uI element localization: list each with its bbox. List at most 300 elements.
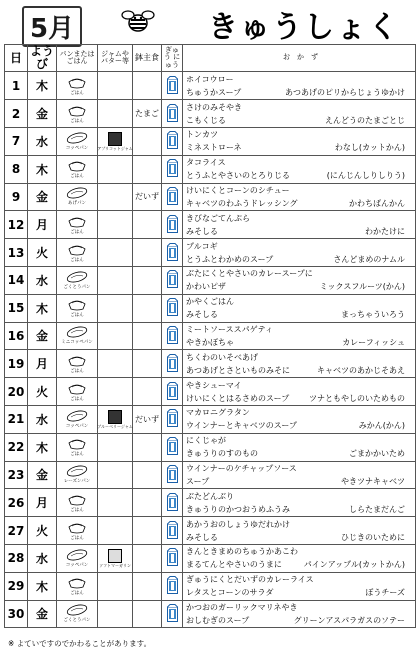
dish-line [186, 558, 415, 571]
dish-extra: えんどうのたまごとじ [325, 115, 405, 125]
col-dish: お か ず [183, 45, 416, 72]
dish-extra: わなし(カットかん) [334, 143, 405, 153]
jam-icon [108, 410, 122, 424]
milk-carton-icon [167, 87, 178, 96]
milk-carton-icon [167, 170, 178, 179]
staple-label: ごはん [70, 591, 84, 597]
dish-cell [183, 239, 416, 267]
dow-cell: 水 [28, 405, 57, 433]
jam-cell [98, 100, 133, 128]
milk-carton-icon [167, 281, 178, 290]
dish-main: やきかぼちゃ [186, 337, 234, 347]
jam-cell [98, 544, 133, 572]
dish-line [186, 614, 415, 627]
dish-line [186, 308, 415, 321]
dish-line [186, 419, 415, 432]
jam-cell [98, 350, 133, 378]
dish-extra [405, 240, 415, 253]
rice-icon [68, 159, 86, 174]
side-cell [133, 378, 162, 406]
side-cell: だいず [133, 405, 162, 433]
rice-icon [68, 76, 86, 91]
staple-cell [57, 378, 98, 406]
staple-cell [57, 350, 98, 378]
table-row [5, 489, 416, 517]
staple-label: ミニコッペパン [61, 340, 93, 346]
dish-main: トンカツ [186, 130, 218, 140]
day-cell: 21 [5, 405, 28, 433]
jam-cell [98, 266, 133, 294]
staple-label: コッペパン [65, 145, 89, 151]
jam-icon [108, 549, 122, 563]
dish-extra [405, 573, 415, 586]
dish-cell [183, 572, 416, 600]
dow-cell: 月 [28, 489, 57, 517]
rice-icon [68, 437, 86, 452]
day-cell: 14 [5, 266, 28, 294]
table-row [5, 239, 416, 267]
milk-carton-icon [167, 420, 178, 429]
dish-cell [183, 322, 416, 350]
milk-cell [162, 433, 183, 461]
dish-main: かやくごはん [186, 297, 234, 307]
side-cell [133, 544, 162, 572]
side-cell [133, 239, 162, 267]
dish-main: きびなごてんぷら [186, 213, 250, 223]
staple-cell [57, 127, 98, 155]
col-jam: ジャムや バター等 [98, 45, 133, 72]
milk-cell [162, 266, 183, 294]
dish-extra: ひじきのいために [341, 532, 405, 542]
col-staple: パンまたは ごはん [57, 45, 98, 72]
rice-icon [68, 382, 86, 397]
jam-cell [98, 405, 133, 433]
dish-line [186, 212, 415, 225]
dow-cell: 水 [28, 127, 57, 155]
dish-main: ウインナーのケチャップソース [186, 463, 297, 473]
table-header-row [5, 45, 416, 72]
milk-carton-icon [167, 226, 178, 235]
dish-main: かつおのガーリックマリネやき [186, 602, 298, 612]
dish-main: とうふとやさいのとろりじる [186, 171, 290, 181]
day-cell: 16 [5, 322, 28, 350]
jam-cell [98, 72, 133, 100]
staple-label: ごはん [70, 313, 84, 319]
dish-line [186, 128, 415, 141]
milk-carton-icon [167, 532, 178, 541]
dish-extra [405, 545, 415, 558]
staple-cell [57, 322, 98, 350]
dish-extra [405, 267, 415, 280]
dish-main: きゅうりのかつおうめふうみ [186, 504, 290, 514]
staple-label: ごくとうパン [63, 618, 91, 624]
dish-main: プルコギ [186, 241, 218, 251]
dish-extra: みかん(かん) [358, 421, 405, 431]
staple-cell [57, 294, 98, 322]
col-day: 日 [5, 45, 28, 72]
milk-cell [162, 211, 183, 239]
dish-cell [183, 378, 416, 406]
dish-cell [183, 489, 416, 517]
milk-cell [162, 461, 183, 489]
side-cell [133, 127, 162, 155]
milk-carton-icon [167, 587, 178, 596]
dish-main: ちゅうかスープ [186, 87, 242, 97]
dish-extra: まっちゃういろう [341, 310, 405, 320]
dow-cell: 金 [28, 461, 57, 489]
dish-extra [405, 406, 415, 419]
milk-carton-icon [167, 448, 178, 457]
dow-cell: 木 [28, 572, 57, 600]
dow-cell: 火 [28, 378, 57, 406]
dish-line [186, 475, 415, 488]
table-row [5, 378, 416, 406]
dish-cell [183, 72, 416, 100]
dish-main: きんときまめのちゅうかあこわ [186, 547, 298, 557]
dish-extra [405, 323, 415, 336]
day-cell: 12 [5, 211, 28, 239]
day-cell: 19 [5, 350, 28, 378]
dow-cell: 金 [28, 322, 57, 350]
dish-main: かわいピザ [186, 282, 226, 292]
dish-main: マカロニグラタン [186, 408, 250, 418]
staple-cell [57, 572, 98, 600]
dish-main: けいにくとはるさめのスープ [186, 393, 290, 403]
milk-cell [162, 100, 183, 128]
dish-extra: キャベツのあかじそあえ [317, 365, 405, 375]
day-cell: 9 [5, 183, 28, 211]
footer-note: ※ よていですのでかわることがあります。 [8, 639, 152, 648]
side-cell [133, 155, 162, 183]
table-row [5, 322, 416, 350]
day-cell: 28 [5, 544, 28, 572]
dish-main: ホイコウロー [186, 74, 234, 84]
staple-label: ごはん [70, 507, 84, 513]
milk-cell [162, 405, 183, 433]
staple-cell [57, 266, 98, 294]
milk-carton-icon [167, 198, 178, 207]
dish-line [186, 114, 415, 127]
header [0, 0, 420, 44]
dow-cell: 木 [28, 433, 57, 461]
staple-label: ごはん [70, 452, 84, 458]
milk-carton-icon [167, 142, 178, 151]
bread-icon [66, 326, 88, 340]
side-cell [133, 72, 162, 100]
table-row [5, 266, 416, 294]
dish-line [186, 447, 415, 460]
staple-label: コッペパン [65, 562, 89, 568]
staple-label: あげパン [68, 201, 86, 207]
dish-extra [405, 101, 415, 114]
dish-main: みそしる [186, 226, 218, 236]
dish-line [186, 364, 415, 377]
dish-line [186, 462, 415, 475]
dish-line [186, 225, 415, 238]
dish-line [186, 280, 415, 293]
bread-icon [66, 549, 88, 563]
staple-cell [57, 461, 98, 489]
dish-line [186, 253, 415, 266]
day-cell: 15 [5, 294, 28, 322]
jam-cell [98, 183, 133, 211]
milk-cell [162, 544, 183, 572]
dish-extra: ツナともやしのいためもの [309, 393, 405, 403]
dish-extra: (にんじんしりしりう) [326, 171, 405, 181]
dish-line [186, 73, 415, 86]
table-row [5, 544, 416, 572]
dow-cell: 火 [28, 517, 57, 545]
dish-line [186, 169, 415, 182]
dish-extra: かわちばんかん [349, 198, 405, 208]
jam-cell [98, 155, 133, 183]
dish-cell [183, 544, 416, 572]
dish-extra [405, 295, 415, 308]
day-cell: 27 [5, 517, 28, 545]
dish-line [186, 336, 415, 349]
rice-icon [68, 104, 86, 119]
rice-icon [68, 576, 86, 591]
jam-cell [98, 294, 133, 322]
staple-cell [57, 517, 98, 545]
dish-extra [405, 184, 415, 197]
dish-main: スープ [186, 476, 210, 486]
col-side: 鉢主食 [133, 45, 162, 72]
dish-extra: しらたまだんご [349, 504, 405, 514]
dish-line [186, 141, 415, 154]
dish-main: ウインナーとキャベツのスープ [186, 421, 297, 431]
dish-line [186, 518, 415, 531]
day-cell: 23 [5, 461, 28, 489]
month-label: 5月 [22, 6, 82, 47]
dish-cell [183, 155, 416, 183]
dish-line [186, 434, 415, 447]
dow-cell: 火 [28, 239, 57, 267]
day-cell: 22 [5, 433, 28, 461]
bread-icon [66, 271, 88, 285]
dish-line [186, 392, 415, 405]
staple-label: ごはん [70, 229, 84, 235]
dish-main: やきシューマイ [186, 380, 242, 390]
jam-cell [98, 572, 133, 600]
dow-cell: 木 [28, 294, 57, 322]
jam-cell [98, 517, 133, 545]
bread-icon [66, 604, 88, 618]
dish-main: タコライス [186, 158, 226, 168]
staple-label: ごはん [70, 396, 84, 402]
staple-cell [57, 100, 98, 128]
dish-extra [405, 212, 415, 225]
col-dow: ようび [28, 45, 57, 72]
table-row [5, 600, 416, 628]
dish-line [186, 379, 415, 392]
col-milk: ぎゅう にゅう [162, 45, 183, 72]
jam-cell [98, 127, 133, 155]
bread-icon [66, 465, 88, 479]
dish-main: けいにくとコーンのシチュー [186, 185, 290, 195]
jam-cell [98, 600, 133, 628]
bread-icon [66, 187, 88, 201]
dish-cell [183, 266, 416, 294]
dish-cell [183, 127, 416, 155]
dow-cell: 木 [28, 155, 57, 183]
staple-cell [57, 433, 98, 461]
staple-cell [57, 72, 98, 100]
side-cell [133, 211, 162, 239]
staple-label: レーズンパン [63, 479, 91, 485]
bread-icon [66, 410, 88, 424]
rice-icon [68, 243, 86, 258]
dish-main: ぎゅうにくとだいずのカレーライス [186, 575, 314, 585]
dow-cell: 水 [28, 544, 57, 572]
dish-line [186, 601, 415, 614]
dish-cell [183, 294, 416, 322]
rice-icon [68, 493, 86, 508]
dish-line [186, 351, 415, 364]
jam-cell [98, 239, 133, 267]
jam-cell [98, 322, 133, 350]
dish-line [186, 156, 415, 169]
table-row [5, 433, 416, 461]
milk-cell [162, 517, 183, 545]
table-row [5, 211, 416, 239]
milk-carton-icon [167, 476, 178, 485]
dish-main: さけのみそやき [186, 102, 242, 112]
milk-carton-icon [167, 365, 178, 374]
side-cell [133, 322, 162, 350]
staple-label: ごはん [70, 174, 84, 180]
milk-carton-icon [167, 309, 178, 318]
rice-icon [68, 298, 86, 313]
dish-cell [183, 600, 416, 628]
dish-line [186, 545, 415, 558]
dish-main: ミネストローネ [186, 143, 242, 153]
dish-main: とうふとわかめのスープ [186, 254, 274, 264]
dish-extra [405, 462, 415, 475]
dish-main: きゅうりのすのもの [186, 449, 258, 459]
dish-extra [405, 601, 415, 614]
dish-main: みそしる [186, 310, 218, 320]
dish-line [186, 531, 415, 544]
day-cell: 26 [5, 489, 28, 517]
staple-cell [57, 489, 98, 517]
staple-label: ごくとうパン [63, 284, 91, 290]
dish-cell [183, 405, 416, 433]
dish-main: こもくじる [186, 115, 226, 125]
dish-line [186, 295, 415, 308]
day-cell: 8 [5, 155, 28, 183]
milk-carton-icon [167, 393, 178, 402]
dow-cell: 木 [28, 72, 57, 100]
dish-main: にくじゃが [186, 436, 226, 446]
dish-main: あかうおのしょうゆだれかけ [186, 519, 290, 529]
milk-cell [162, 183, 183, 211]
dish-main: おしむぎのスープ [186, 615, 250, 625]
dish-extra: パインアップル(カットかん) [303, 560, 405, 570]
jam-cell [98, 378, 133, 406]
dish-line [186, 323, 415, 336]
table-row [5, 100, 416, 128]
dish-line [186, 184, 415, 197]
dish-extra [405, 128, 415, 141]
side-cell [133, 350, 162, 378]
table-row [5, 350, 416, 378]
dish-cell [183, 183, 416, 211]
dish-line [186, 240, 415, 253]
dish-extra [405, 351, 415, 364]
dish-extra: カレーフィッシュ [342, 337, 405, 347]
milk-cell [162, 127, 183, 155]
dish-line [186, 86, 415, 99]
milk-carton-icon [167, 115, 178, 124]
dish-line [186, 406, 415, 419]
dow-cell: 金 [28, 183, 57, 211]
day-cell: 30 [5, 600, 28, 628]
dish-line [186, 197, 415, 210]
jam-cell [98, 489, 133, 517]
jam-label: ソフトマーガリン [99, 562, 131, 568]
milk-cell [162, 600, 183, 628]
dow-cell: 月 [28, 350, 57, 378]
dish-extra [405, 434, 415, 447]
milk-cell [162, 572, 183, 600]
bee-icon [120, 8, 156, 36]
menu-table [4, 44, 416, 628]
dish-extra: ごまかかいため [349, 449, 405, 459]
staple-cell [57, 183, 98, 211]
milk-cell [162, 322, 183, 350]
dish-extra [405, 156, 415, 169]
jam-label: ブルーベリージャム [97, 423, 133, 429]
staple-cell [57, 155, 98, 183]
dish-line [186, 267, 415, 280]
dish-main: ミートソーススパゲティ [186, 324, 273, 334]
staple-label: ごはん [70, 368, 84, 374]
jam-icon [108, 132, 122, 146]
dish-extra: ミックスフルーツ(かん) [319, 282, 405, 292]
milk-cell [162, 489, 183, 517]
side-cell [133, 294, 162, 322]
dish-extra: あつあげのピリからじょうゆかけ [285, 87, 405, 97]
table-row [5, 72, 416, 100]
dish-main: まるてんとやさいのうまに [186, 560, 282, 570]
staple-label: ごはん [70, 257, 84, 263]
dish-extra: わかたけに [365, 226, 405, 236]
day-cell: 29 [5, 572, 28, 600]
dish-line [186, 586, 415, 599]
rice-icon [68, 215, 86, 230]
page-title: きゅうしょく [208, 10, 400, 45]
dish-cell [183, 461, 416, 489]
milk-cell [162, 72, 183, 100]
milk-carton-icon [167, 504, 178, 513]
side-cell [133, 489, 162, 517]
day-cell: 20 [5, 378, 28, 406]
dish-main: ぶたどんぶり [186, 491, 234, 501]
dish-extra: やきツナキャベツ [341, 476, 405, 486]
side-cell [133, 461, 162, 489]
dish-main: ぶたにくとやさいのカレースープに [186, 269, 313, 279]
dish-extra [405, 490, 415, 503]
staple-cell [57, 600, 98, 628]
side-cell [133, 517, 162, 545]
staple-cell [57, 405, 98, 433]
milk-carton-icon [167, 337, 178, 346]
dish-main: みそしる [186, 532, 218, 542]
staple-label: ごはん [70, 535, 84, 541]
staple-label: ごはん [70, 90, 84, 96]
dish-extra [405, 379, 415, 392]
